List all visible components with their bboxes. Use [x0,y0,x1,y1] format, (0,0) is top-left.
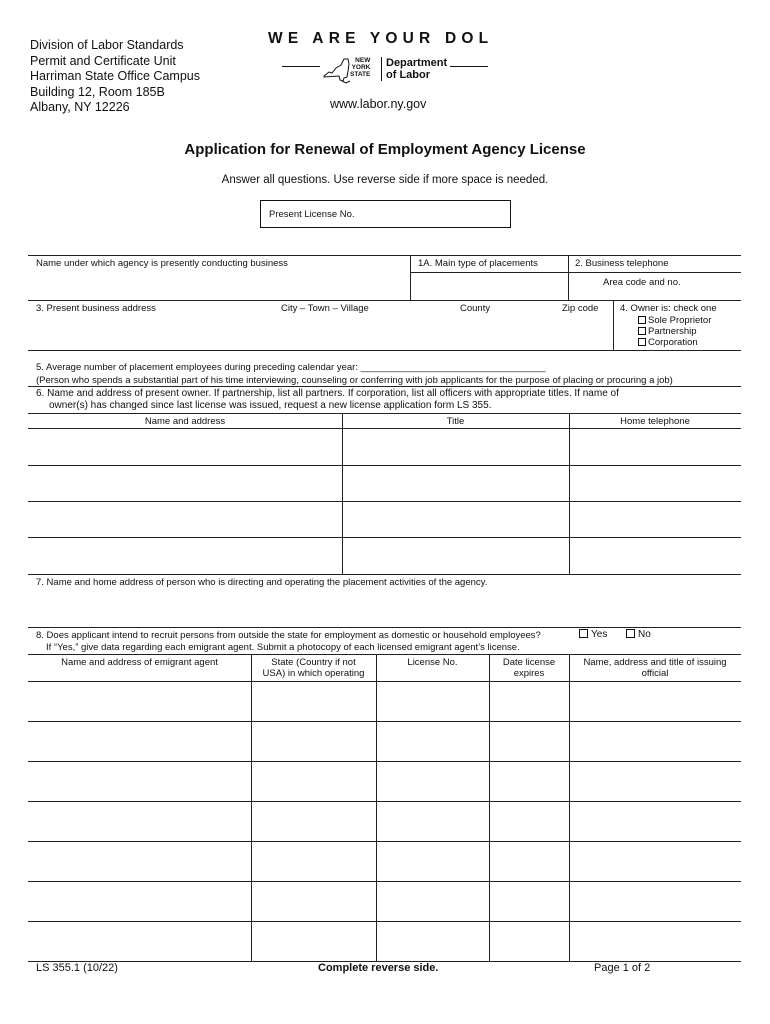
owner-table-bottom [28,574,741,575]
owner-col-name: Name and address [144,416,226,427]
q6-table-top [28,413,741,414]
header-line: expires [513,668,545,679]
owner-col-phone: Home telephone [620,416,690,427]
website-link[interactable]: www.labor.ny.gov [330,97,427,111]
owner-option-partnership[interactable] [638,326,697,337]
address-line: Division of Labor Standards [30,38,184,52]
address-line: Harriman State Office Campus [30,69,200,83]
header-line: Name, address and title of issuing [583,657,727,668]
divider [410,272,741,273]
agent-col-divider [569,654,570,961]
checkbox-icon[interactable] [638,316,646,324]
form-subtitle: Answer all questions. Use reverse side if more space is needed. [221,174,549,186]
agency-address [30,38,200,116]
agent-col-divider [376,654,377,961]
logo-left-rule [282,66,320,67]
q7-text: 7. Name and home address of person who is directing and operating the placement activities of the agency. [36,577,488,588]
logo-state-line: NEW [355,57,371,64]
divider [613,300,614,350]
placements-label: 1A. Main type of placements [418,258,538,269]
agent-row-rule [28,721,741,722]
logo-right-rule [450,66,488,67]
agent-row-rule [28,921,741,922]
owner-col-divider [342,413,343,574]
owner-header-rule [28,428,741,429]
footer-instruction: Complete reverse side. [318,962,439,974]
owner-type-label: 4. Owner is: check one [620,303,717,314]
agent-row-rule [28,881,741,882]
zip-label: Zip code [562,303,599,314]
section3-bottom-rule [28,350,741,351]
logo-state-text [350,57,370,78]
owner-option-sole-proprietor[interactable] [638,315,711,326]
agency-name-label: Name under which agency is presently conducting business [36,258,288,269]
owner-col-title: Title [446,416,465,427]
county-label: County [460,303,491,314]
form-title: Application for Renewal of Employment Agency License [184,141,586,158]
city-label: City – Town – Village [281,303,369,314]
page-number: Page 1 of 2 [594,962,651,974]
q7-bottom-rule [28,627,741,628]
divider [410,255,411,300]
checkbox-icon[interactable] [626,629,635,638]
divider [568,255,569,300]
checkbox-icon[interactable] [638,327,646,335]
agent-row-rule [28,801,741,802]
owner-row-rule [28,465,741,466]
agent-header-rule [28,681,741,682]
slogan: WE ARE YOUR DOL [268,30,494,47]
agent-col-divider [251,654,252,961]
address-line: Permit and Certificate Unit [30,53,176,68]
nys-map-icon [320,54,352,86]
logo-department-text [381,57,447,81]
business-address-label: 3. Present business address [36,303,156,314]
header-line: USA) in which operating [262,668,365,679]
form-number: LS 355.1 (10/22) [36,962,118,974]
owner-option-corporation[interactable] [638,337,698,348]
header-line: Date license [502,657,556,668]
checkbox-icon[interactable] [579,629,588,638]
header-line: State (Country if not [271,657,356,668]
owner-col-divider [569,413,570,574]
section3-top-rule [28,300,741,301]
agent-col-state [251,657,376,679]
q8-no-option[interactable] [626,629,651,640]
option-label: No [638,629,651,640]
agent-table-top [28,654,741,655]
logo-state-line: YORK [351,64,371,71]
section1-top-rule [28,255,741,256]
logo-state-line: STATE [350,71,371,78]
agent-col-divider [489,654,490,961]
option-label: Yes [591,629,608,640]
agent-col-name: Name and address of emigrant agent [61,657,218,668]
checkbox-icon[interactable] [638,338,646,346]
q5-text: 5. Average number of placement employees during preceding calendar year: ___________________________________ [36,362,546,373]
address-line: Building 12, Room 185B [30,84,165,99]
option-label: Partnership [648,326,697,337]
q5-bottom-rule [28,386,741,387]
q6-text-line2: owner(s) has changed since last license was issued, request a new license application form LS 355. [49,400,492,411]
agent-col-license: License No. [407,657,458,668]
agent-row-rule [28,841,741,842]
agent-col-expires [489,657,569,679]
telephone-label: 2. Business telephone [575,258,669,269]
present-license-label: Present License No. [269,209,355,220]
header-line: official [641,668,669,679]
logo-dept-line: of Labor [386,69,430,81]
logo-dept-line: Department [386,57,448,69]
owner-row-rule [28,537,741,538]
q8-note: If “Yes,” give data regarding each emigrant agent. Submit a photocopy of each licensed emigrant agent’s license. [46,642,520,653]
q6-text-line1: 6. Name and address of present owner. If partnership, list all partners. If corporation, list all officers with appropriate titles. If name of [36,388,619,399]
option-label: Sole Proprietor [648,315,712,326]
q8-yes-option[interactable] [579,629,607,640]
owner-row-rule [28,501,741,502]
address-line: Albany, NY 12226 [30,100,130,114]
area-code-label: Area code and no. [603,277,681,288]
agent-col-official [569,657,741,679]
option-label: Corporation [648,337,698,348]
q8-text: 8. Does applicant intend to recruit persons from outside the state for employment as domestic or household employees? [36,630,541,641]
q5-note: (Person who spends a substantial part of his time interviewing, counseling or conferring with job applicants for the purpose of placing or procuring a job) [36,375,673,386]
agent-row-rule [28,761,741,762]
